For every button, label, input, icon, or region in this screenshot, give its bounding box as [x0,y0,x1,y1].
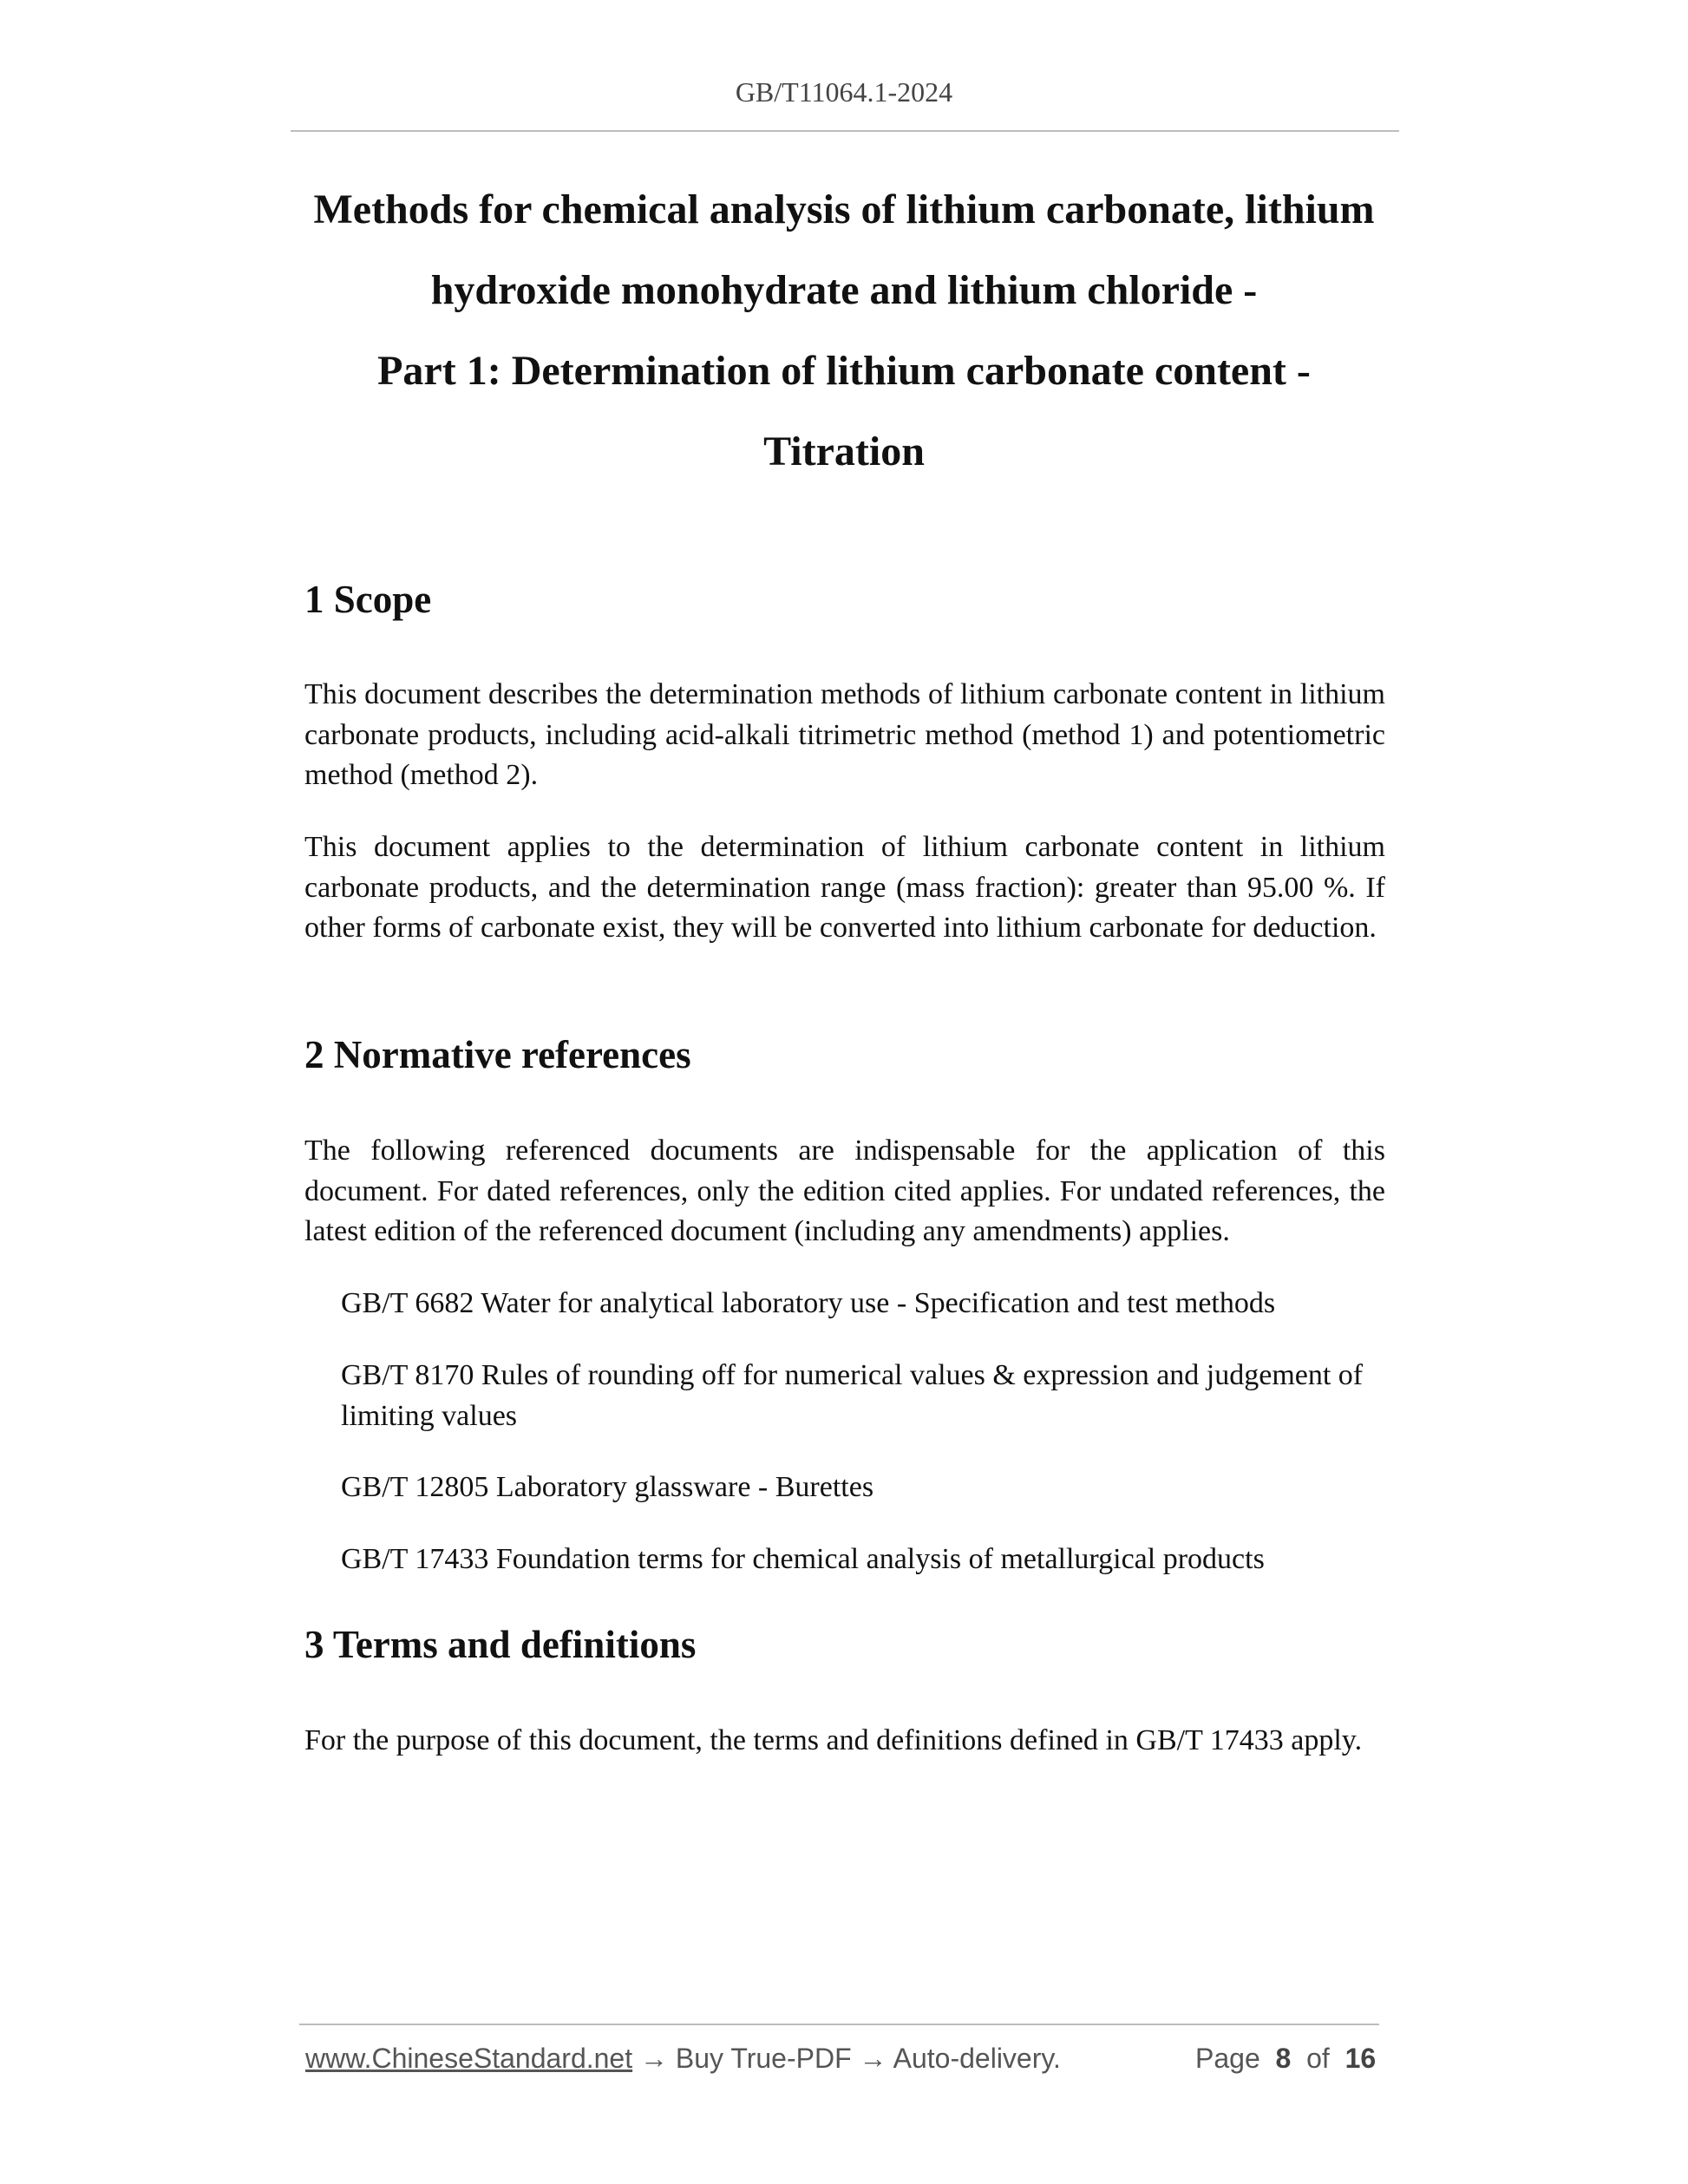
reference-item: GB/T 12805 Laboratory glassware - Burettes [341,1471,874,1503]
title-line: hydroxide monohydrate and lithium chloride - [430,267,1258,313]
auto-delivery-text: Auto-delivery. [893,2043,1061,2074]
page-indicator [1195,2043,1376,2075]
section-heading-terms-definitions: 3 Terms and definitions [304,1623,697,1666]
of-label: of [1306,2043,1330,2074]
terms-paragraph: For the purpose of this document, the terms and definitions defined in GB/T 17433 apply. [304,1724,1363,1756]
buy-true-pdf-text: Buy True-PDF [675,2043,852,2074]
title-line: Part 1: Determination of lithium carbonate content - [377,348,1311,394]
header-divider [291,130,1399,132]
website-link[interactable]: www.ChineseStandard.net [305,2043,633,2074]
reference-item: GB/T 8170 Rules of rounding off for numerical values & expression and judgement of limiting values [341,1359,1364,1432]
footer-divider [299,2024,1379,2025]
section-heading-normative-references: 2 Normative references [304,1033,691,1076]
reference-item: GB/T 17433 Foundation terms for chemical analysis of metallurgical products [341,1543,1265,1575]
document-title [260,169,1428,492]
arrow-right-icon: → [640,2043,668,2074]
standard-code-header: GB/T11064.1-2024 [735,76,953,108]
scope-paragraph: This document describes the determination methods of lithium carbonate content in lithium carbonate products, including acid-alkali titrimetric method (method 1) and potentiometric method (method 2). [304,678,1385,791]
section-heading-scope: 1 Scope [304,578,432,621]
page-label: Page [1195,2043,1260,2074]
footer-promo [305,2043,1061,2075]
title-line: Titration [763,428,925,474]
total-pages-number: 16 [1345,2043,1377,2074]
reference-item: GB/T 6682 Water for analytical laboratory use - Specification and test methods [341,1287,1276,1319]
scope-paragraph: This document applies to the determination of lithium carbonate content in lithium carbonate products, and the determination range (mass fraction): greater than 95.00 %. If other forms of carbonate exist, they will be converted into lithium carbonate for deduction. [304,831,1385,944]
title-line: Methods for chemical analysis of lithium carbonate, lithium [313,186,1375,232]
current-page-number: 8 [1275,2043,1292,2074]
arrow-right-icon: → [859,2043,887,2074]
normative-intro-paragraph: The following referenced documents are indispensable for the application of this document. For dated references, only the edition cited applies. For undated references, the latest edition of the referenced document (including any amendments) applies. [304,1135,1385,1247]
